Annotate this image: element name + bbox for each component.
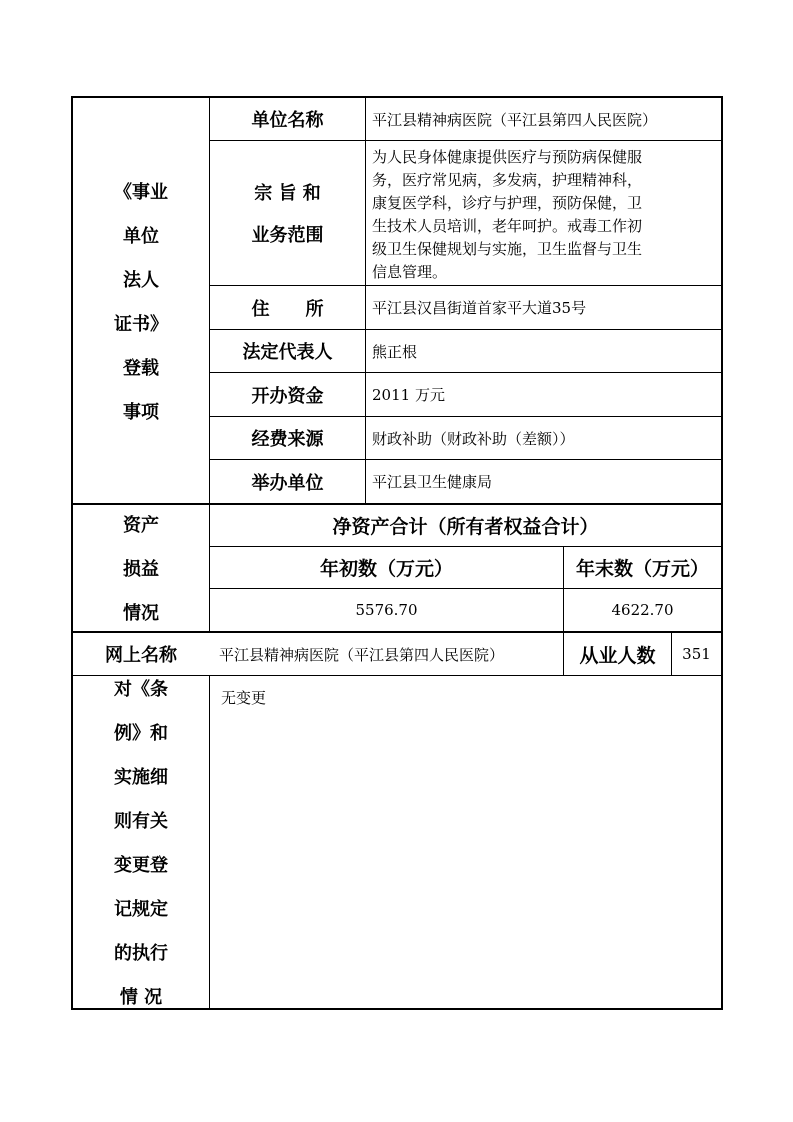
address-label: 住 所 bbox=[251, 298, 324, 320]
compliance-side-line: 实施细 bbox=[114, 767, 168, 788]
end-year-value: 4622.70 bbox=[611, 601, 674, 619]
purpose-label-line: 宗 旨 和 bbox=[254, 183, 321, 204]
staff-count-value: 351 bbox=[682, 645, 711, 663]
net-assets-header: 净资产合计（所有者权益合计） bbox=[332, 516, 599, 538]
funding-label: 经费来源 bbox=[251, 429, 324, 450]
compliance-side-line: 的执行 bbox=[114, 943, 168, 964]
purpose-line: 为人民身体健康提供医疗与预防病保健服 bbox=[372, 148, 643, 166]
staff-count-label: 从业人数 bbox=[579, 644, 656, 667]
table-border-bottom bbox=[71, 1008, 723, 1010]
registration-side-label bbox=[73, 98, 209, 503]
purpose-label-line: 业务范围 bbox=[251, 225, 324, 246]
purpose-line: 生技术人员培训，老年呵护。戒毒工作初 bbox=[372, 217, 643, 235]
purpose-line: 康复医学科，诊疗与护理，预防保健，卫 bbox=[372, 194, 643, 212]
unit-name-label: 单位名称 bbox=[251, 110, 324, 131]
registration-side-line: 登载 bbox=[123, 357, 159, 379]
registration-side-line: 证书》 bbox=[114, 313, 168, 335]
capital-label: 开办资金 bbox=[251, 385, 324, 407]
compliance-side-line: 例》和 bbox=[114, 723, 168, 744]
table-border-right bbox=[721, 96, 723, 1010]
compliance-side-label bbox=[73, 676, 209, 1008]
purpose-line: 级卫生保健规划与实施，卫生监督与卫生 bbox=[372, 240, 643, 258]
purpose-label bbox=[210, 141, 365, 285]
compliance-side-line: 变更登 bbox=[114, 855, 168, 876]
purpose-value bbox=[372, 146, 720, 284]
compliance-side-line: 则有关 bbox=[114, 811, 168, 832]
address-value: 平江县汉昌街道首家平大道35号 bbox=[372, 299, 587, 317]
begin-year-label: 年初数（万元） bbox=[319, 558, 453, 580]
divider bbox=[365, 96, 366, 504]
end-year-label: 年末数（万元） bbox=[575, 558, 709, 580]
assets-side-label bbox=[73, 505, 209, 631]
compliance-side-line: 对《条 bbox=[114, 679, 168, 700]
legal-rep-label: 法定代表人 bbox=[242, 342, 333, 363]
assets-side-line: 情况 bbox=[123, 603, 159, 624]
purpose-line: 务，医疗常见病，多发病，护理精神科， bbox=[372, 171, 643, 189]
compliance-side-line: 情 况 bbox=[119, 987, 163, 1008]
registration-side-line: 事项 bbox=[123, 401, 159, 423]
funding-value: 财政补助（财政补助（差额）） bbox=[372, 429, 575, 448]
sponsor-value: 平江县卫生健康局 bbox=[372, 473, 493, 491]
compliance-value: 无变更 bbox=[221, 689, 267, 707]
compliance-side-line: 记规定 bbox=[114, 899, 168, 920]
capital-value: 2011 万元 bbox=[372, 386, 445, 404]
registration-side-line: 法人 bbox=[123, 269, 159, 291]
online-name-value: 平江县精神病医院（平江县第四人民医院） bbox=[219, 645, 505, 664]
registration-side-line: 单位 bbox=[123, 225, 159, 247]
divider bbox=[209, 675, 210, 1009]
legal-rep-value: 熊正根 bbox=[372, 342, 418, 361]
purpose-line: 信息管理。 bbox=[372, 263, 448, 281]
assets-side-line: 资产 bbox=[123, 515, 159, 536]
online-name-label: 网上名称 bbox=[105, 645, 177, 666]
assets-side-line: 损益 bbox=[123, 559, 159, 580]
unit-name-value: 平江县精神病医院（平江县第四人民医院） bbox=[372, 110, 658, 129]
sponsor-label: 举办单位 bbox=[251, 472, 324, 494]
registration-side-line: 《事业 bbox=[114, 181, 168, 203]
begin-year-value: 5576.70 bbox=[355, 601, 418, 619]
